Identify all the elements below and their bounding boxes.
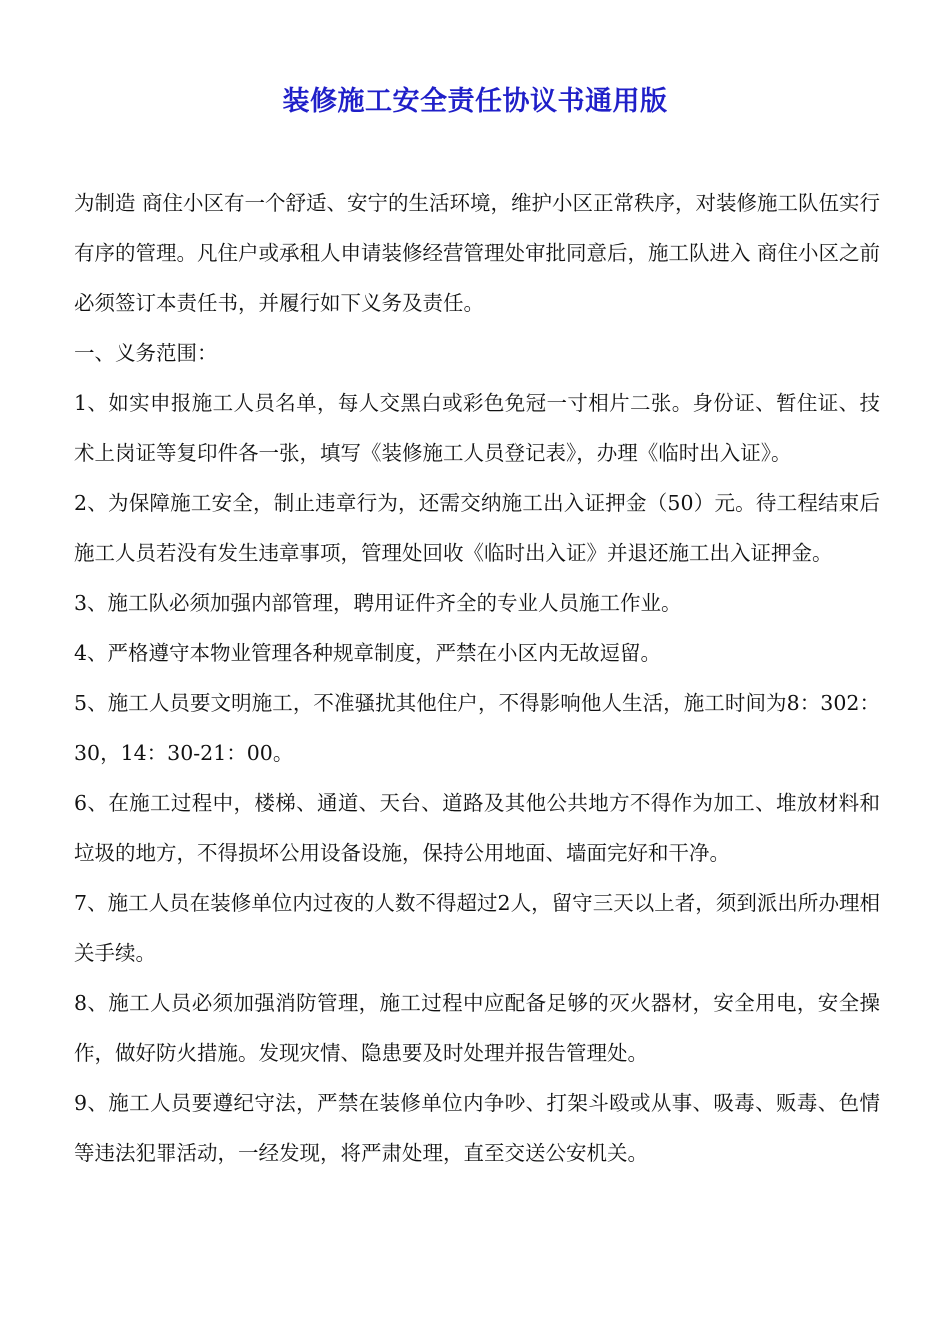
document-title: 装修施工安全责任协议书通用版 — [282, 86, 668, 117]
clause-6: 6、在施工过程中，楼梯、通道、天台、道路及其他公共地方不得作为加工、堆放材料和垃圾的地方，不得损坏公用设备设施，保持公用地面、墙面完好和干净。 — [74, 791, 880, 865]
clause-9: 9、施工人员要遵纪守法，严禁在装修单位内争吵、打架斗殴或从事、吸毒、贩毒、色情等违法犯罪活动，一经发现，将严肃处理，直至交送公安机关。 — [74, 1091, 880, 1165]
section-heading-obligations: 一、义务范围： — [74, 341, 218, 365]
intro-paragraph: 为制造 商住小区有一个舒适、安宁的生活环境，维护小区正常秩序，对装修施工队伍实行有序的管理。凡住户或承租人申请装修经营管理处审批同意后，施工队进入 商住小区之前必须签订本责任书，并履行如下义务及责任。 — [74, 191, 881, 315]
clause-8: 8、施工人员必须加强消防管理，施工过程中应配备足够的灭火器材，安全用电，安全操作，做好防火措施。发现灾情、隐患要及时处理并报告管理处。 — [74, 991, 880, 1065]
clause-5: 5、施工人员要文明施工，不准骚扰其他住户，不得影响他人生活，施工时间为8：302：30，14：30-21：00。 — [74, 691, 880, 765]
clause-7: 7、施工人员在装修单位内过夜的人数不得超过2人，留守三天以上者，须到派出所办理相关手续。 — [74, 891, 880, 965]
clause-1: 1、如实申报施工人员名单，每人交黑白或彩色免冠一寸相片二张。身份证、暂住证、技术上岗证等复印件各一张，填写《装修施工人员登记表》，办理《临时出入证》。 — [74, 391, 880, 465]
document-body — [74, 178, 880, 1178]
clause-2: 2、为保障施工安全，制止违章行为，还需交纳施工出入证押金（50）元。待工程结束后施工人员若没有发生违章事项，管理处回收《临时出入证》并退还施工出入证押金。 — [74, 491, 880, 565]
clause-3: 3、施工队必须加强内部管理，聘用证件齐全的专业人员施工作业。 — [74, 591, 682, 615]
clause-4: 4、严格遵守本物业管理各种规章制度，严禁在小区内无故逗留。 — [74, 641, 662, 665]
